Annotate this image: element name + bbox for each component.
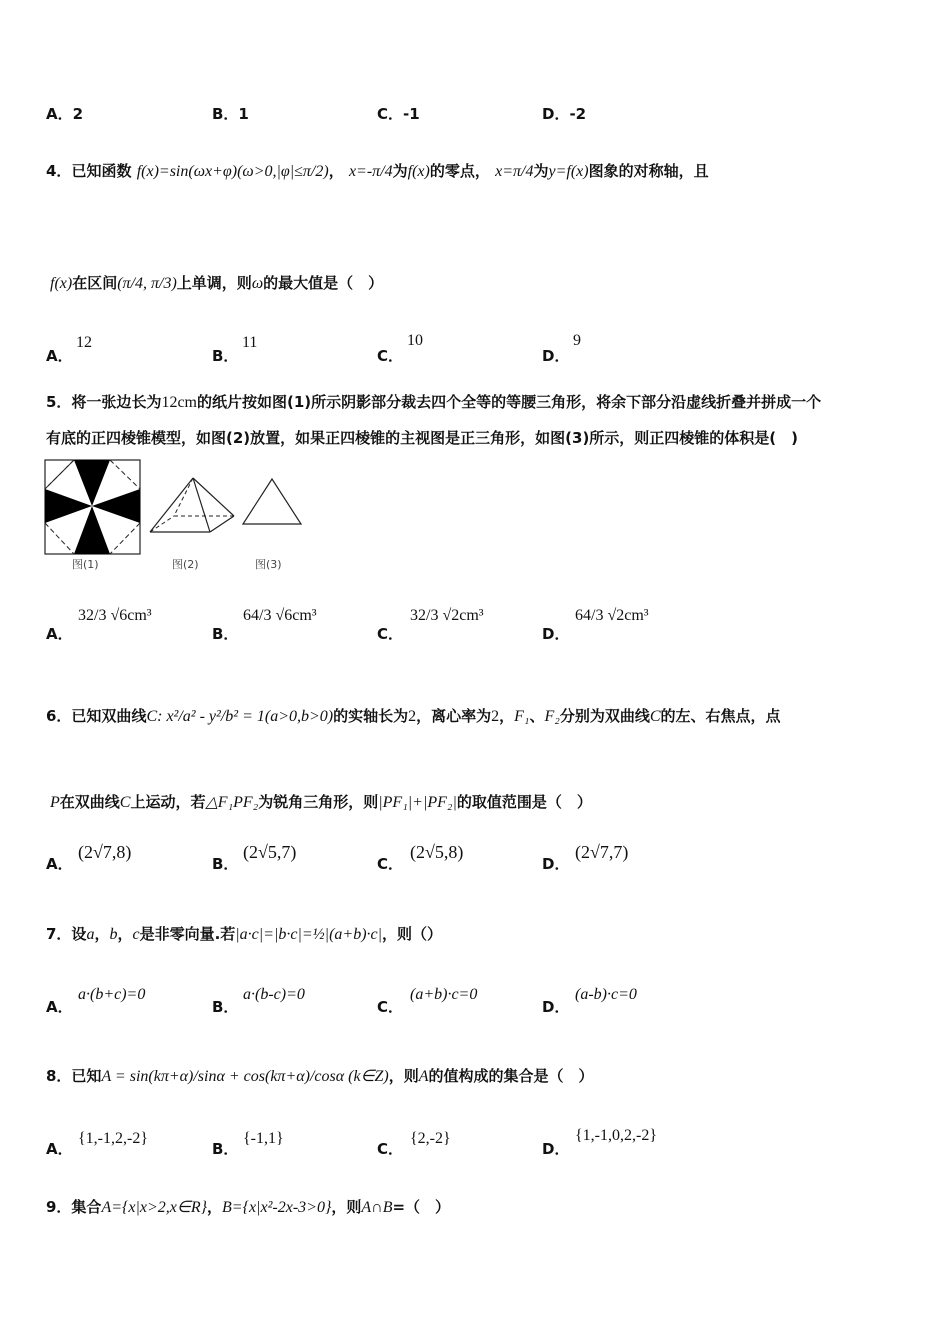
q4-text: 上单调，则 <box>176 274 252 292</box>
q5-length: 12cm <box>161 394 197 411</box>
q5-option-a: A． <box>46 625 73 643</box>
q6-triangle: △F₁PF₂ <box>205 794 259 811</box>
q6-text: 的左、右焦点，点 <box>660 707 781 725</box>
q4-value-c: 10 <box>407 332 423 349</box>
q9-set-a: A={x|x>2,x∈R} <box>101 1199 208 1216</box>
q8-value-a: {1,-1,2,-2} <box>78 1130 149 1147</box>
q4-formula-fx2: f(x) <box>50 275 73 292</box>
q8-value-b: {-1,1} <box>243 1130 284 1147</box>
q4-line2 <box>50 273 383 294</box>
q4-text: 的最大值是（ ） <box>263 274 384 292</box>
q6-text: 为锐角三角形，则 <box>258 793 379 811</box>
q8-a: A <box>418 1068 429 1085</box>
q6-axis-length: 2 <box>408 708 417 725</box>
q9-intersection: A∩B <box>361 1199 393 1216</box>
q7-value-a: a·(b+c)=0 <box>78 986 146 1003</box>
q7-text: ，则（） <box>382 925 443 943</box>
q6-value-b: (2√5,7) <box>243 842 297 862</box>
q6-f2: F₂ <box>544 708 560 725</box>
q5-option-c: C． <box>377 625 404 643</box>
q6-text: 6．已知双曲线 <box>46 707 147 725</box>
q6-value-a: (2√7,8) <box>78 842 132 862</box>
q4-formula-f: f(x)=sin(ωx+φ)(ω>0,|φ|≤π/2) <box>136 163 329 180</box>
q4-text: 已知函数 <box>71 162 132 180</box>
q7-option-b: B． <box>212 998 239 1016</box>
q5-line1 <box>46 392 821 413</box>
q8-value-c: {2,-2} <box>410 1130 451 1147</box>
q6-text: ，离心率为 <box>416 707 492 725</box>
q6-text: 分别为双曲线 <box>559 707 650 725</box>
q9-text: 9．集合 <box>46 1198 102 1216</box>
q4-number: 4． <box>46 162 72 180</box>
q6-f1: F₁ <box>514 708 530 725</box>
q9-text: ，则 <box>331 1198 362 1216</box>
q7-value-b: a·(b-c)=0 <box>243 986 305 1003</box>
q9-set-b: B={x|x²-2x-3>0} <box>222 1199 332 1216</box>
q8-text: 的值构成的集合是（ ） <box>428 1067 594 1085</box>
q8-option-a: A． <box>46 1140 73 1158</box>
q7-option-d: D． <box>542 998 570 1016</box>
q6-line1 <box>46 706 781 727</box>
q4-option-a: A． <box>46 347 73 365</box>
q6-c2: C <box>119 794 131 811</box>
q6-option-d: D． <box>542 855 570 873</box>
q5-value-a: 32/3 √6cm³ <box>78 607 152 624</box>
q8-line1 <box>46 1066 594 1087</box>
q7-value-d: (a-b)·c=0 <box>575 986 637 1003</box>
q7-option-c: C． <box>377 998 404 1016</box>
q6-text: ， <box>499 707 515 725</box>
q4-value-d: 9 <box>573 332 581 349</box>
q4-option-d: D． <box>542 347 570 365</box>
q4-option-b: B． <box>212 347 239 365</box>
q5-value-d: 64/3 √2cm³ <box>575 607 649 624</box>
q5-line2: 有底的正四棱锥模型，如图(2)放置，如果正四棱锥的主视图是正三角形，如图(3)所示，则正四棱锥的体积是( ) <box>46 429 799 447</box>
q8-text: ，则 <box>388 1067 419 1085</box>
q4-formula-omega: ω <box>251 275 264 292</box>
q8-value-d: {1,-1,0,2,-2} <box>575 1127 658 1144</box>
q5-caption-3: 图(3) <box>255 558 282 571</box>
q3-option-d: D．-2 <box>542 105 587 123</box>
q7-value-c: (a+b)·c=0 <box>410 986 478 1003</box>
q6-text: 的实轴长为 <box>333 707 409 725</box>
q6-option-b: B． <box>212 855 239 873</box>
q8-option-c: C． <box>377 1140 404 1158</box>
q7-condition: |a·c|=|b·c|=½|(a+b)·c| <box>235 926 383 943</box>
q7-text: 是非零向量.若 <box>139 925 236 943</box>
q5-option-d: D． <box>542 625 570 643</box>
q7-option-a: A． <box>46 998 73 1016</box>
q5-text: 的纸片按如图(1)所示阴影部分裁去四个全等的等腰三角形，将余下部分沿虚线折叠并拼成一个 <box>197 393 822 411</box>
q6-text: 上运动，若 <box>130 793 206 811</box>
q4-formula-interval: (π/4, π/3) <box>117 275 177 292</box>
q7-vec-a: a <box>86 926 95 943</box>
q4-value-a: 12 <box>76 334 92 351</box>
q3-option-a: A．2 <box>46 105 84 123</box>
q5-value-c: 32/3 √2cm³ <box>410 607 484 624</box>
q5-caption-2: 图(2) <box>172 558 199 571</box>
q5-value-b: 64/3 √6cm³ <box>243 607 317 624</box>
q3-option-b: B．1 <box>212 105 249 123</box>
q4-formula-fx: f(x) <box>407 163 430 180</box>
q6-p: P <box>50 794 60 811</box>
q8-option-d: D． <box>542 1140 570 1158</box>
q4-text: 图象的对称轴，且 <box>588 162 709 180</box>
q4-formula-axis: x=π/4 <box>495 163 534 180</box>
q4-text: 在区间 <box>72 274 118 292</box>
q7-comma: ， <box>94 925 110 943</box>
q7-vec-b: b <box>109 926 118 943</box>
q3-option-c: C．-1 <box>377 105 420 123</box>
q6-eccentricity: 2 <box>491 708 500 725</box>
q5-figure-1 <box>44 459 144 557</box>
q6-text: 的取值范围是（ ） <box>456 793 592 811</box>
q4-text: 为 <box>392 162 408 180</box>
q4-comma: ， <box>328 162 344 180</box>
q6-option-c: C． <box>377 855 404 873</box>
q6-text: 、 <box>529 707 545 725</box>
q6-option-a: A． <box>46 855 73 873</box>
q8-option-b: B． <box>212 1140 239 1158</box>
q9-text: =（ ） <box>392 1198 451 1216</box>
q9-line1 <box>46 1197 450 1218</box>
q7-line1 <box>46 924 442 945</box>
q6-sum: |PF₁|+|PF₂| <box>378 794 457 811</box>
q6-formula-hyperbola: C: x²/a² - y²/b² = 1(a>0,b>0) <box>146 708 334 725</box>
q5-option-b: B． <box>212 625 239 643</box>
q4-value-b: 11 <box>242 334 258 351</box>
q4-text: 的零点， <box>429 162 490 180</box>
q6-value-c: (2√5,8) <box>410 842 464 862</box>
q4-option-c: C． <box>377 347 404 365</box>
q4-line1 <box>46 161 709 182</box>
q8-text: 8．已知 <box>46 1067 102 1085</box>
q5-figure-3 <box>241 476 305 528</box>
q7-vec-c: c <box>132 926 140 943</box>
q5-figure-2 <box>148 474 238 536</box>
q7-comma: ， <box>117 925 133 943</box>
q4-formula-zero: x=-π/4 <box>348 163 393 180</box>
q6-text: 在双曲线 <box>59 793 120 811</box>
q8-formula: A = sin(kπ+α)/sinα + cos(kπ+α)/cosα (k∈Z) <box>101 1068 389 1085</box>
q4-text: 为 <box>533 162 549 180</box>
q6-c: C <box>649 708 661 725</box>
q6-line2 <box>50 792 592 813</box>
q5-caption-1: 图(1) <box>72 558 99 571</box>
q9-comma: ， <box>207 1198 223 1216</box>
q6-value-d: (2√7,7) <box>575 842 629 862</box>
q7-text: 7．设 <box>46 925 87 943</box>
q5-text: 5．将一张边长为 <box>46 393 162 411</box>
q4-formula-y: y=f(x) <box>548 163 589 180</box>
